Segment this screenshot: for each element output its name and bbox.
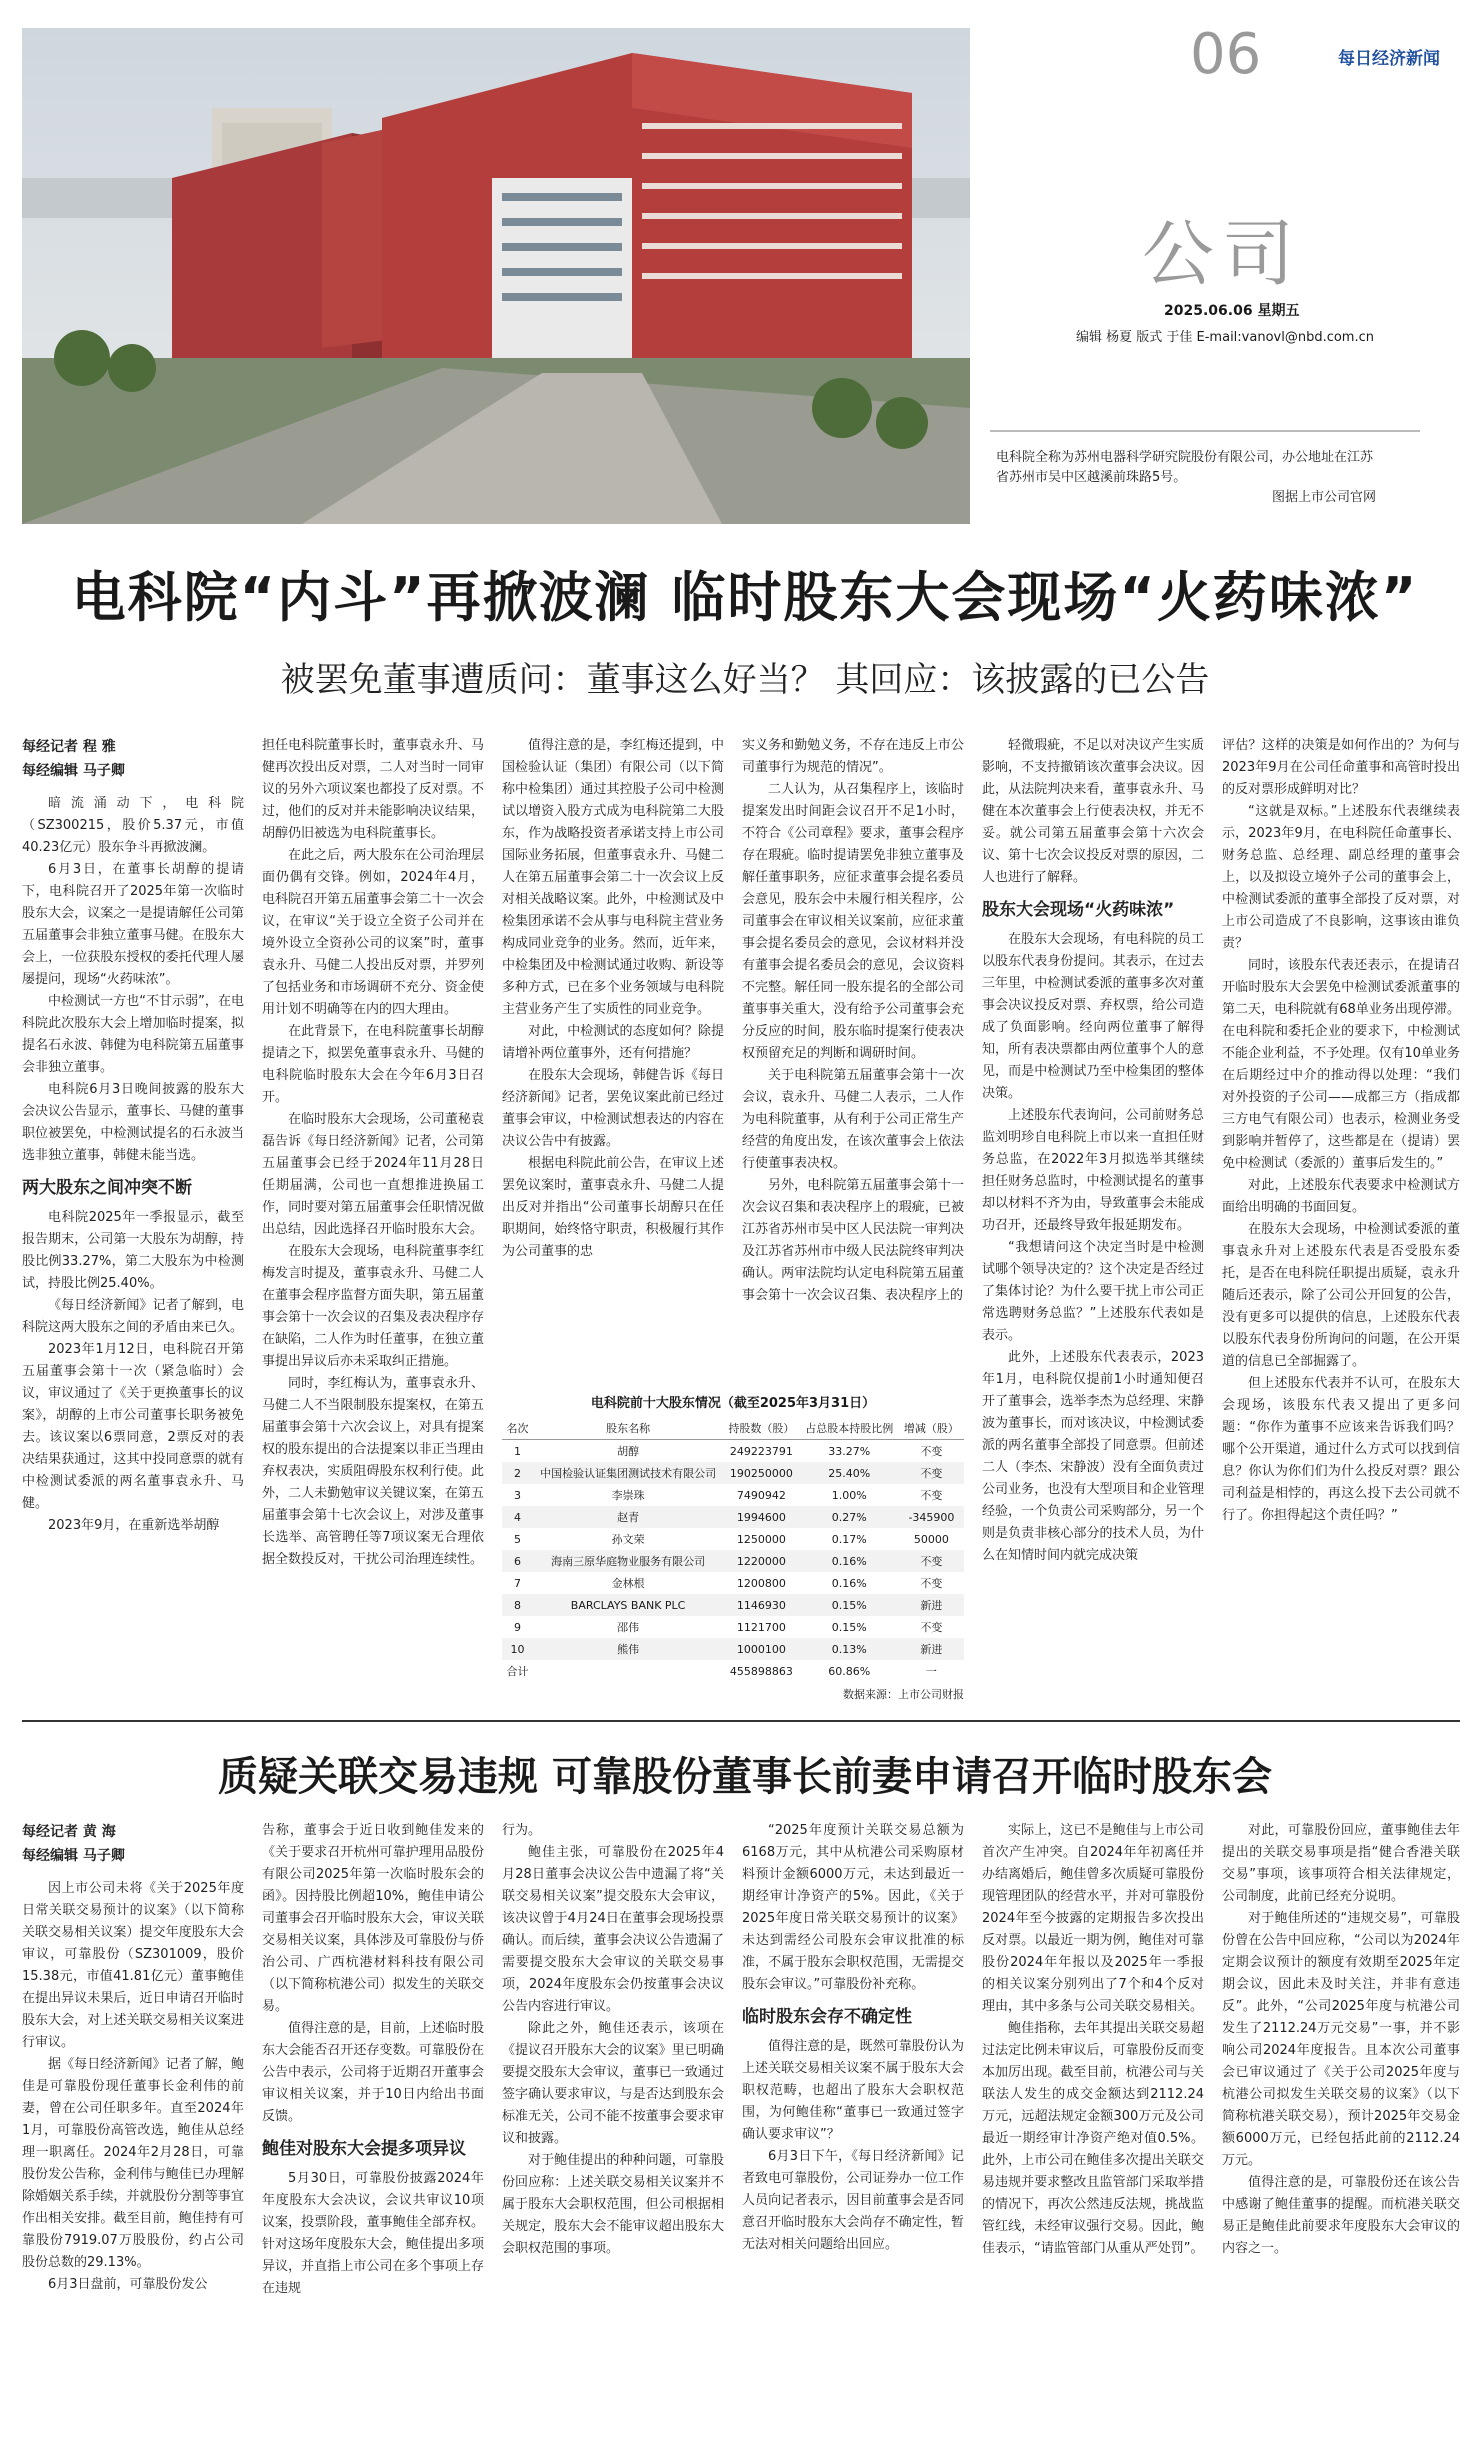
table-cell: 邵伟 [617,1621,640,1634]
table-cell: 1220000 [723,1550,799,1572]
paragraph: 实际上，这已不是鲍佳与上市公司首次产生冲突。自2024年年初离任并办结离婚后，鲍佳曾多次质疑可靠股份现管理团队的经营水平，并对可靠股份2024年至今披露的定期报告多次投出反对票。以最近一期为例，鲍佳对可靠股份2024年年报以及2025年一季报的相关议案分别列出了7个和4个反对理由，其中多条与公司关联交易相关。 [982,1823,1204,2014]
paragraph: 因上市公司未将《关于2025年度日常关联交易预计的议案》（以下简称关联交易相关议案）提交年度股东大会审议，可靠股份（SZ301009，股价15.38元，市值41.81亿元）董事鲍佳在提出异议未果后，近日申请召开临时股东大会，对上述关联交易相关议案进行审议。 [22,1881,244,2050]
story2-column-2 [262,1820,484,2300]
table-cell: 不变 [920,1445,943,1458]
paragraph: 对于鲍佳所述的“违规交易”，可靠股份曾在公告中回应称，“公司以为2024年定期会议预计的额度有效期至2025年定期会议，因此未及时关注，并非有意违反”。此外，“公司2025年度与杭港公司发生了2112.24万元交易”一事，并不影响公司2024年度报告。且本次公司董事会已审议通过了《关于公司2025年度与杭港公司拟发生关联交易的议案》（以下简称杭港关联交易），预计2025年交易金额6000万元，已经包括此前的2112.24万元。 [1222,1911,1460,2168]
table-cell: 2 [502,1462,533,1484]
table-cell: -345900 [899,1506,964,1528]
paragraph: 轻微瑕疵，不足以对决议产生实质影响，不支持撤销该次董事会决议。因此，从法院判决来看，董事袁永升、马健在本次董事会上行使表决权，并无不妥。就公司第五届董事会第十六次会议、第十七次会议投反对票的原因，二人也进行了解释。 [982,738,1204,885]
reporter-byline: 每经记者 黄 海 [22,1824,116,1840]
subheading: 股东大会现场“火药味浓” [982,900,1175,920]
paragraph: 6月3日下午，《每日经济新闻》记者致电可靠股份，公司证券办一位工作人员向记者表示，因目前董事会是否同意召开临时股东大会尚存不确定性，暂无法对相关问题给出回应。 [742,2149,964,2252]
table-cell: 0.17% [831,1532,867,1546]
table-cell: 249223791 [729,1444,793,1458]
subheading: 鲍佳对股东大会提多项异议 [262,2139,466,2159]
table-cell: BARCLAYS BANK PLC [533,1594,723,1616]
table-row [502,1572,964,1594]
table-cell: 不变 [920,1577,943,1590]
table-source: 数据来源：上市公司财报 [843,1688,964,1701]
table-cell: 0.13% [800,1638,899,1660]
paragraph: 行为。 [502,1823,542,1838]
paragraph: 二人认为，从召集程序上，该临时提案发出时间距会议召开不足1小时，不符合《公司章程》要求，董事会程序存在瑕疵。临时提请罢免非独立董事及解任董事职务，应征求董事会提名委员会意见，股东会中未履行相关程序，公司董事会在审议相关议案前，应征求董事会提名委员会的意见，会议材料并没有董事会提名委员会的意见，会议资料不完整。解任同一股东提名的全部公司董事事关重大，没有给予公司董事会充分反应的时间，股东临时提案行使表决权预留充足的判断和调研时间。 [742,782,964,1061]
paragraph: 对此，可靠股份回应，董事鲍佳去年提出的关联交易事项是指“健合香港关联交易”事项，该事项符合相关法律规定，公司制度，此前已经充分说明。 [1222,1823,1460,1904]
table-cell: 孙文荣 [611,1533,645,1546]
story2-headline: 质疑关联交易违规 可靠股份董事长前妻申请召开临时股东会 [218,1754,1272,1800]
paragraph: 实义务和勤勉义务，不存在违反上市公司董事行为规范的情况”。 [742,738,964,775]
table-cell: 3 [514,1488,521,1502]
paragraph: 6月3日，在董事长胡醇的提请下，电科院召开了2025年第一次临时股东大会，议案之一是提请解任公司第五届董事会非独立董事马健。在股东大会上，一位获股东授权的委托代理人屡屡提问，现场“火药味浓”。 [22,862,244,987]
paragraph: “我想请问这个决定当时是中检测试哪个领导决定的？这个决定是否经过了集体讨论？为什么要干扰上市公司正常选聘财务总监？”上述股东代表如是表示。 [982,1240,1204,1343]
photo-caption-text: 电科院全称为苏州电器科学研究院股份有限公司，办公地址在江苏省苏州市吴中区越溪前珠路5号。 [996,450,1374,485]
table-cell: 4 [502,1506,533,1528]
table-header: 名次 [502,1417,533,1440]
paragraph: 另外，电科院第五届董事会第十一次会议召集和表决程序上的瑕疵，已被江苏省苏州市吴中区人民法院一审判决及江苏省苏州市中级人民法院终审判决确认。两审法院均认定电科院第五届董事会第十一次会议召集、表决程序上的 [742,1178,964,1303]
table-cell: 不变 [920,1621,943,1634]
table-cell: 金林根 [611,1577,645,1590]
table-cell: 1250000 [736,1532,786,1546]
newspaper-name: 每日经济新闻 [1338,49,1440,69]
paragraph: “2025年度预计关联交易总额为6168万元，其中从杭港公司采购原材料预计金额6000万元，未达到最近一期经审计净资产的5%。因此，《关于2025年度日常关联交易预计的议案》未达到需经公司股东会审议批准的标准，不属于股东会职权范围，无需提交股东会审议。”可靠股份补充称。 [742,1823,964,1992]
table-row [502,1616,964,1638]
editor-credits: 编辑 杨夏 版式 于佳 E-mail:vanovl@nbd.com.cn [1076,330,1374,345]
paragraph: 告称，董事会于近日收到鲍佳发来的《关于要求召开杭州可靠护理用品股份有限公司2025年第一次临时股东会的函》。因持股比例超10%，鲍佳申请公司董事会召开临时股东大会，审议关联交易相关议案，具体涉及可靠股份与侨治公司、广西杭港材料科技有限公司（以下简称杭港公司）拟发生的关联交易。 [262,1823,484,2014]
table-cell: 5 [514,1532,521,1546]
table-row [502,1594,964,1616]
table-cell: 455898863 [729,1664,793,1678]
table-row [502,1484,964,1506]
table-header: 占总股本持股比例 [800,1417,899,1440]
table-cell: 25.40% [800,1462,899,1484]
table-cell: 不变 [899,1550,964,1572]
paragraph: 暗流涌动下，电科院（SZ300215，股价5.37元，市值40.23亿元）股东争斗再掀波澜。 [22,796,244,855]
story1-column-3 [502,735,724,1263]
paragraph: 值得注意的是，目前，上述临时股东大会能否召开还存变数。可靠股份在公告中表示，公司将于近期召开董事会审议相关议案，并于10日内给出书面反馈。 [262,2021,484,2124]
table-cell: 0.16% [831,1576,867,1590]
table-row [502,1638,964,1660]
story1-column-5 [982,735,1204,1567]
table-cell: 0.16% [800,1550,899,1572]
table-cell: 1200800 [736,1576,786,1590]
paragraph: 6月3日盘前，可靠股份发公 [48,2277,208,2292]
paragraph: 鲍佳指称，去年其提出关联交易超过法定比例未审议后，可靠股份反而变本加厉出现。截至目前，杭港公司与关联法人发生的成交金额达到2112.24万元，远超法规定金额300万元及公司最近一期经审计净资产绝对值0.5%。此外，上市公司在鲍佳多次提出关联交易违规并要求整改且监管部门采取举措的情况下，再次公然违反法规，挑战监管红线，未经审议强行交易。因此，鲍佳表示，“请监管部门从重从严处罚”。 [982,2021,1204,2256]
story1-subheadline: 被罢免董事遭质问：董事这么好当？ 其回应：该披露的已公告 [280,660,1210,700]
paragraph: 此外，上述股东代表表示，2023年1月，电科院仅提前1小时通知便召开了董事会，选举李杰为总经理、宋静波为董事长，而对该决议，中检测试委派的两名董事全部投了同意票。但前述二人（李杰、宋静波）没有全面负责过公司业务，也没有大型项目和企业管理经验，一个负责公司采购部分，另一个则是负责非核心部分的技术人员，为什么在知情时间内就完成决策 [982,1350,1204,1563]
story1-column-6 [1222,735,1460,1527]
paragraph: 评估？这样的决策是如何作出的？为何与2023年9月在公司任命董事和高管时投出的反对票形成鲜明对比？ [1222,738,1460,797]
paragraph: 在此背景下，在电科院董事长胡醇提请之下，拟罢免董事袁永升、马健的电科院临时股东大会在今年6月3日召开。 [262,1024,484,1105]
story2-column-6 [1222,1820,1460,2260]
story1-column-4 [742,735,964,1307]
table-cell: 一 [925,1665,937,1678]
paragraph: 值得注意的是，李红梅还提到，中国检验认证（集团）有限公司（以下简称中检集团）通过其控股子公司中检测试以增资入股方式成为电科院第二大股东，作为战略投资者承诺支持上市公司国际业务拓展，但董事袁永升、马健二人在第五届董事会第二十一次会议上反对相关战略议案。此外，中检测试及中检集团承诺不会从事与电科院主营业务构成同业竞争的业务。然而，近年来，中检集团及中检测试通过收购、新设等多种方式，已在多个业务领域与电科院主营业务产生了实质性的同业竞争。 [502,738,724,1017]
table-header: 持股数（股） [723,1417,799,1440]
table-cell: 190250000 [723,1462,799,1484]
table-cell: 1146930 [723,1594,799,1616]
paragraph: 对于鲍佳提出的种种问题，可靠股份回应称：上述关联交易相关议案并不属于股东大会职权范围，但公司根据相关规定，股东大会不能审议超出股东大会职权范围的事项。 [502,2153,724,2256]
table-cell: 1000100 [723,1638,799,1660]
paragraph: 电科院6月3日晚间披露的股东大会决议公告显示，董事长、马健的董事职位被罢免，中检测试提名的石永波当选非独立董事，韩健未能当选。 [22,1082,244,1163]
photo-caption [996,448,1376,508]
table-cell: 33.27% [828,1444,871,1458]
table-header: 股东名称 [533,1417,723,1440]
table-cell: 中国检验认证集团测试技术有限公司 [533,1462,723,1484]
subheading: 两大股东之间冲突不断 [22,1178,192,1198]
section-title: 公司 [1142,212,1303,296]
paragraph: 5月30日，可靠股份披露2024年年度股东大会决议，会议共审议10项议案，投票阶段，董事鲍佳全部弃权。针对这场年度股东大会，鲍佳提出多项异议，并直指上市公司在多个事项上存在违规 [262,2171,484,2296]
paragraph: 担任电科院董事长时，董事袁永升、马健再次投出反对票，二人对当时一同审议的另外六项议案也都投了反对票。不过，他们的反对并未能影响决议结果，胡醇仍旧被选为电科院董事长。 [262,738,484,841]
paragraph: 对此，中检测试的态度如何？除提请增补两位董事外，还有何措施？ [502,1024,724,1061]
table-cell: 6 [502,1550,533,1572]
paragraph: 根据电科院此前公告，在审议上述罢免议案时，董事袁永升、马健二人提出反对并指出“公司董事长胡醇只在任职期间，始终恪守职责，积极履行其作为公司董事的忠 [502,1156,724,1259]
table-cell: 10 [502,1638,533,1660]
table-cell: 50000 [913,1532,949,1546]
table-cell: 0.15% [831,1620,867,1634]
table-cell: 0.15% [800,1594,899,1616]
paragraph: 鲍佳主张，可靠股份在2025年4月28日董事会决议公告中遗漏了将“关联交易相关议案”提交股东大会审议，该决议曾于4月24日在董事会现场投票确认。而后续，董事会决议公告遗漏了需要提交股东大会审议的关联交易事项，2024年度股东会仍按董事会决议公告内容进行审议。 [502,1845,724,2014]
paragraph: 在此之后，两大股东在公司治理层面仍偶有交锋。例如，2024年4月，电科院召开第五届董事会第二十一次会议，在审议“关于设立全资子公司并在境外设立全资孙公司的议案”时，董事袁永升、马健二人投出反对票，并罗列了包括业务和市场调研不充分、资金使用计划不明确等在内的四大理由。 [262,848,484,1017]
paragraph: 在股东大会现场，韩健告诉《每日经济新闻》记者，罢免议案此前已经过董事会审议，中检测试想表达的内容在决议公告中有披露。 [502,1068,724,1149]
page-number: 06 [1190,22,1262,87]
table-header: 增减（股） [899,1417,964,1440]
paragraph: “这就是双标。”上述股东代表继续表示，2023年9月，在电科院任命董事长、财务总监、总经理、副总经理的董事会上，以及拟设立境外子公司的董事会上，中检测试委派的董事全部投了反对票，对上市公司造成了不良影响，这事该由谁负责？ [1222,804,1460,951]
paragraph: 同时，李红梅认为，董事袁永升、马健二人不当限制股东提案权，在第五届董事会第十六次会议上，对具有提案权的股东提出的合法提案以非正当理由弃权表决，实质阻碍股东权利行使。此外，二人未勤勉审议关键议案，在第五届董事会第十七次会议上，对涉及董事长选举、高管聘任等7项议案无合理依据全数投反对，干扰公司治理连续性。 [262,1376,484,1567]
issue-date: 2025.06.06 星期五 [1164,303,1300,319]
shareholder-table-box [502,1392,964,1702]
table-cell: 新进 [899,1638,964,1660]
table-cell: 60.86% [828,1664,871,1678]
table-cell: 不变 [920,1489,943,1502]
paragraph: 在临时股东大会现场，公司董秘袁磊告诉《每日经济新闻》记者，公司第五届董事会已经于2024年11月28日任期届满，公司也一直想推进换届工作，同时要对第五届董事会任职情况做出总结，因此选择召开临时股东大会。 [262,1112,484,1237]
paragraph: 电科院2025年一季报显示，截至报告期末，公司第一大股东为胡醇，持股比例33.27%，第二大股东为中检测试，持股比例25.40%。 [22,1210,244,1291]
photo-credit: 图据上市公司官网 [1271,490,1376,505]
paragraph: 《每日经济新闻》记者了解到，电科院这两大股东之间的矛盾由来已久。 [22,1298,244,1335]
table-cell: 1994600 [723,1506,799,1528]
table-row [502,1528,964,1550]
factory-photo [22,28,970,524]
paragraph: 除此之外，鲍佳还表示，该项在《提议召开股东大会的议案》里已明确要提交股东大会审议，董事已一致通过签字确认要求审议，与是否达到股东会标准无关，公司不能不按董事会要求审议和披露。 [502,2021,724,2146]
story2-column-4 [742,1820,964,2256]
table-cell [533,1660,723,1682]
table-cell: 李崇珠 [611,1489,645,1502]
table-row [502,1462,964,1484]
table-row [502,1440,964,1463]
table-cell: 1 [514,1444,521,1458]
paragraph: 中检测试一方也“不甘示弱”，在电科院此次股东大会上增加临时提案，拟提名石永波、韩健为电科院第五届董事会非独立董事。 [22,994,244,1075]
paragraph: 2023年9月，在重新选举胡醇 [48,1518,220,1533]
story2-column-3 [502,1820,724,2260]
story2-column-1 [22,1820,244,2296]
paragraph: 在股东大会现场，中检测试委派的董事袁永升对上述股东代表是否受股东委托，是否在电科院任职提出质疑，袁永升随后还表示，除了公司公开回复的公告，没有更多可以提供的信息，上述股东代表以股东代表身份所询问的问题，在公开渠道的信息已全部掘露了。 [1222,1222,1460,1369]
paragraph: 据《每日经济新闻》记者了解，鲍佳是可靠股份现任董事长金利伟的前妻，曾在公司任职多年。直至2024年1月，可靠股份高管改选，鲍佳从总经理一职离任。2024年2月28日，可靠股份发公告称，金利伟与鲍佳已办理解除婚姻关系手续，并就股份分割等事宜作出相关安排。截至目前，鲍佳持有可靠股份7919.07万股股份，约占公司股份总数的29.13%。 [22,2057,244,2270]
paragraph: 但上述股东代表并不认可，在股东大会现场，该股东代表又提出了更多问题：“你作为董事不应该来告诉我们吗？哪个公开渠道，通过什么方式可以找到信息？你认为你们们为什么投反对票？跟公司利益是相悖的，再这么投下去公司就不行了。你担得起这个责任吗？” [1222,1376,1460,1523]
table-cell: 海南三原华庭物业服务有限公司 [533,1550,723,1572]
subheading: 临时股东会存不确定性 [742,2007,912,2027]
table-cell: 7490942 [736,1488,786,1502]
shareholder-table [502,1417,964,1682]
table-cell: 9 [514,1620,521,1634]
table-cell: 新进 [899,1594,964,1616]
table-cell: 合计 [506,1665,529,1678]
paragraph: 同时，该股东代表还表示，在提请召开临时股东大会罢免中检测试委派董事的第二天，电科院就有68单业务出现停滞。在电科院和委托企业的要求下，中检测试不能企业利益，不予处理。仅有10单业务在后期经过中介的推动得以处理：“我们对外投资的子公司——成都三方（指成都三方电气有限公司）也表示，检测业务受到影响并暂停了，这些都是在（提请）罢免中检测试（委派的）董事后发生的。” [1222,958,1460,1171]
paragraph: 在股东大会现场，有电科院的员工以股东代表身份提问。其表示，在过去三年里，中检测试委派的董事多次对董事会决议投反对票、弃权票，给公司造成了负面影响。经向两位董事了解得知，所有表决票都由两位董事个人的意见，而是中检测试乃至中检集团的整体决策。 [982,932,1204,1101]
story-divider [22,1720,1460,1722]
table-cell: 7 [514,1576,521,1590]
table-row [502,1660,964,1682]
table-cell: 1121700 [736,1620,786,1634]
table-cell: 赵青 [533,1506,723,1528]
masthead-divider [990,430,1420,432]
reporter-byline: 每经记者 程 雅 [22,739,116,755]
table-cell: 不变 [899,1462,964,1484]
paragraph: 关于电科院第五届董事会第十一次会议，袁永升、马健二人表示，二人作为电科院董事，从有利于公司正常生产经营的角度出发，在该次董事会上依法行使董事表决权。 [742,1068,964,1171]
story1-headline: 电科院“内斗”再掀波澜 临时股东大会现场“火药味浓” [71,566,1419,629]
paragraph: 上述股东代表询问，公司前财务总监刘明珍自电科院上市以来一直担任财务总监，在2022年3月拟选举其继续担任财务总监时，中检测试提名的董事却以材料不齐为由，导致董事会未能成功召开，还最终导致年报延期发布。 [982,1108,1204,1233]
table-cell: 0.27% [800,1506,899,1528]
table-row [502,1506,964,1528]
table-row [502,1550,964,1572]
paragraph: 值得注意的是，可靠股份还在该公告中感谢了鲍佳董事的提醒。而杭港关联交易正是鲍佳此前要求年度股东大会审议的内容之一。 [1222,2175,1460,2256]
table-cell: 8 [502,1594,533,1616]
paragraph: 值得注意的是，既然可靠股份认为上述关联交易相关议案不属于股东大会职权范畴，也超出了股东大会职权范围，为何鲍佳称“董事已一致通过签字确认要求审议”？ [742,2039,964,2142]
table-cell: 熊伟 [533,1638,723,1660]
table-cell: 胡醇 [617,1445,640,1458]
paragraph: 在股东大会现场，电科院董事李红梅发言时提及，董事袁永升、马健二人在董事会程序监督方面失职，第五届董事会第十一次会议的召集及表决程序存在缺陷，二人作为时任董事，在独立董事提出异议后亦未采取纠正措施。 [262,1244,484,1369]
paragraph: 2023年1月12日，电科院召开第五届董事会第十一次（紧急临时）会议，审议通过了《关于更换董事长的议案》，胡醇的上市公司董事长职务被免去。该议案以6票同意，2票反对的表决结果获通过，这其中投同意票的就有中检测试委派的两名董事袁永升、马健。 [22,1342,244,1511]
story2-column-5 [982,1820,1204,2260]
editor-byline: 每经编辑 马子卿 [22,763,125,779]
story1-column-2 [262,735,484,1571]
paragraph: 对此，上述股东代表要求中检测试方面给出明确的书面回复。 [1222,1178,1460,1215]
table-cell: 1.00% [831,1488,867,1502]
story1-column-1 [22,735,244,1537]
editor-byline: 每经编辑 马子卿 [22,1848,125,1864]
table-title: 电科院前十大股东情况（截至2025年3月31日） [590,1396,876,1411]
